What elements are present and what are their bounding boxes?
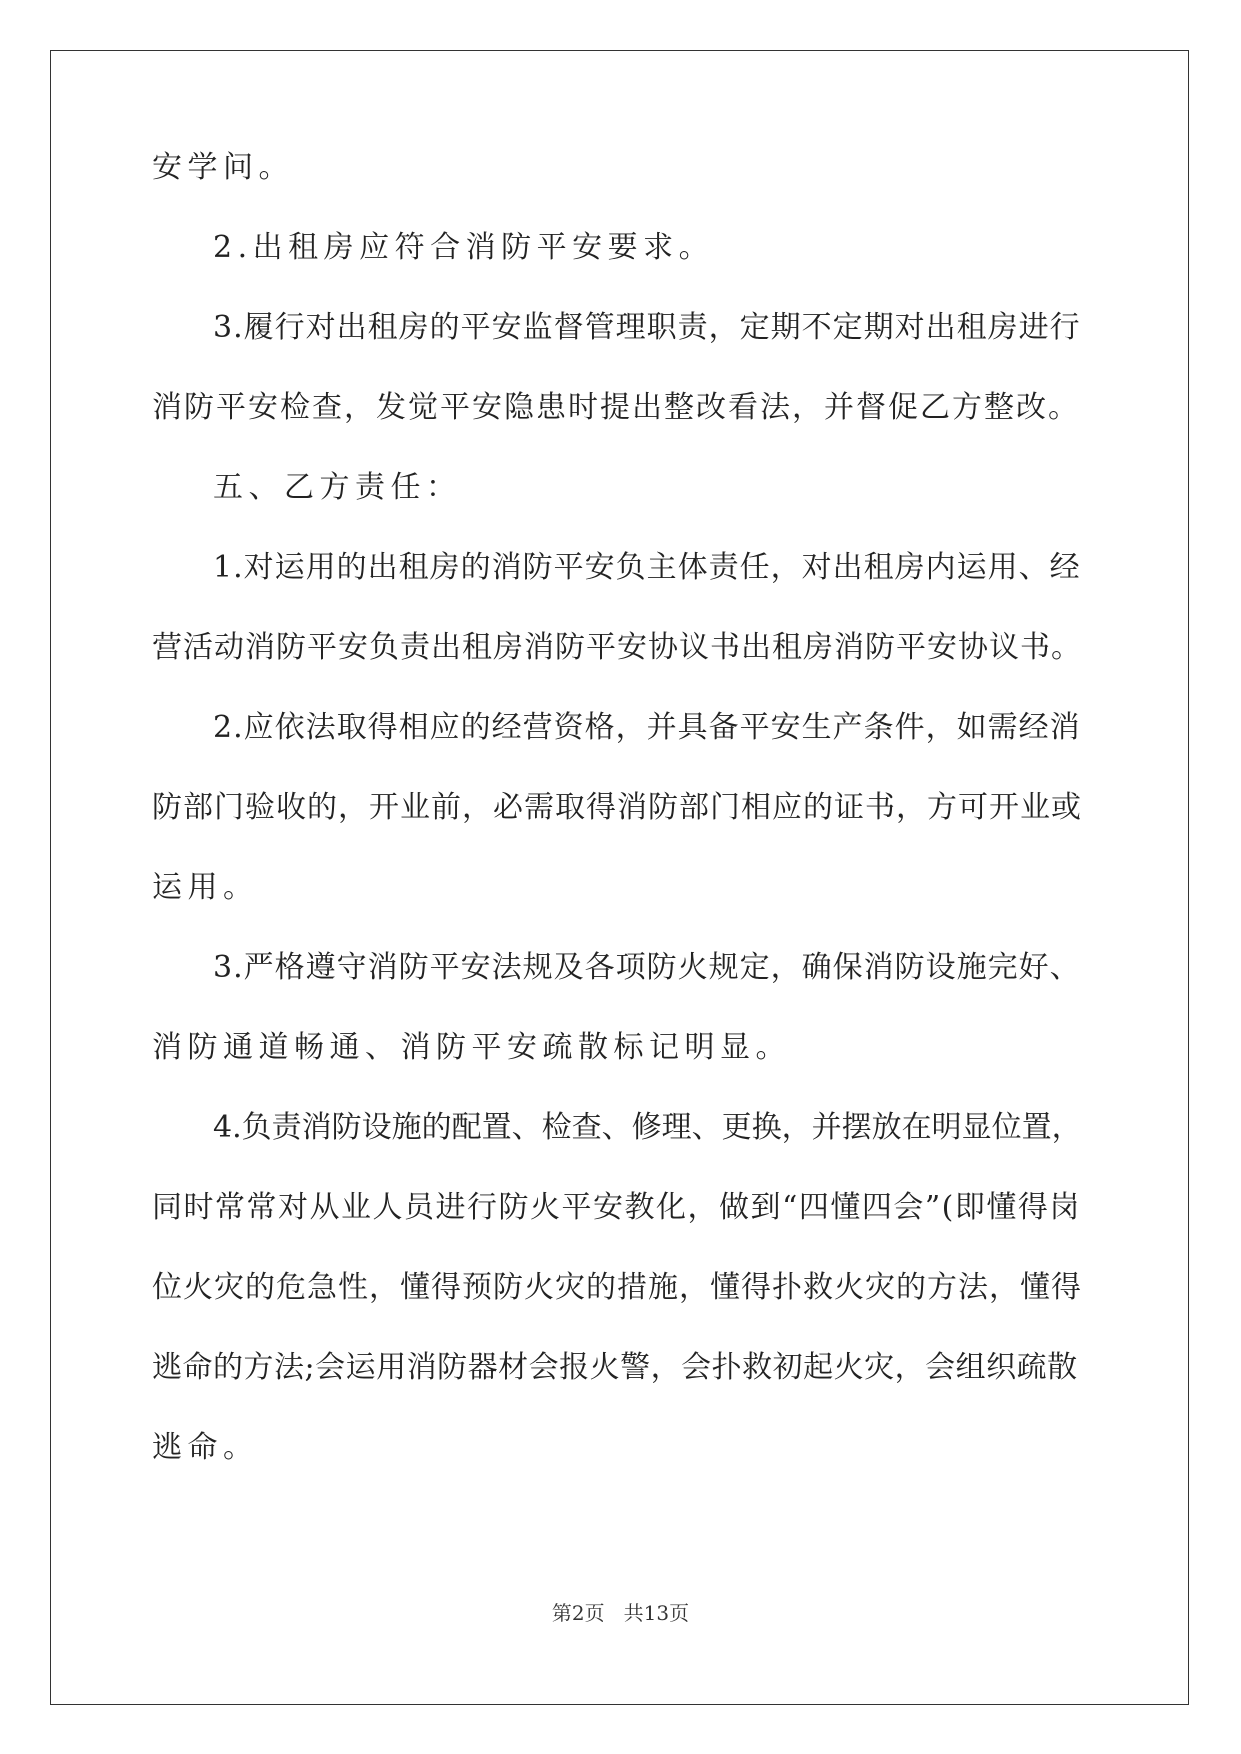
text-line: 消防平安检查，发觉平安隐患时提出整改看法，并督促乙方整改。 [152,390,1080,425]
section-heading: 五、乙方责任： [213,470,462,505]
text-line: 2.出租房应符合消防平安要求。 [213,230,715,265]
text-line: 防部门验收的，开业前，必需取得消防部门相应的证书，方可开业或 [152,790,1082,825]
text-line: 安学问。 [152,150,294,185]
text-line: 4.负责消防设施的配置、检查、修理、更换，并摆放在明显位置， [213,1110,1082,1145]
text-line: 1.对运用的出租房的消防平安负主体责任，对出租房内运用、经 [213,550,1081,585]
text-line: 3.履行对出租房的平安监督管理职责，定期不定期对出租房进行 [213,310,1081,345]
text-line: 同时常常对从业人员进行防火平安教化，做到“四懂四会”(即懂得岗 [152,1190,1081,1225]
text-line: 逃命。 [152,1430,259,1465]
text-line: 营活动消防平安负责出租房消防平安协议书出租房消防平安协议书。 [152,630,1082,665]
text-line: 运用。 [152,870,259,905]
page-number-footer: 第2页 共13页 [551,1601,690,1625]
text-line: 3.严格遵守消防平安法规及各项防火规定，确保消防设施完好、 [213,950,1081,985]
text-line: 消防通道畅通、消防平安疏散标记明显。 [152,1030,791,1065]
text-line: 2.应依法取得相应的经营资格，并具备平安生产条件，如需经消 [213,710,1081,745]
text-line: 逃命的方法;会运用消防器材会报火警，会扑救初起火灾，会组织疏散 [152,1350,1078,1385]
text-line: 位火灾的危急性，懂得预防火灾的措施，懂得扑救火灾的方法，懂得 [152,1270,1082,1305]
document-body [152,148,1092,1508]
